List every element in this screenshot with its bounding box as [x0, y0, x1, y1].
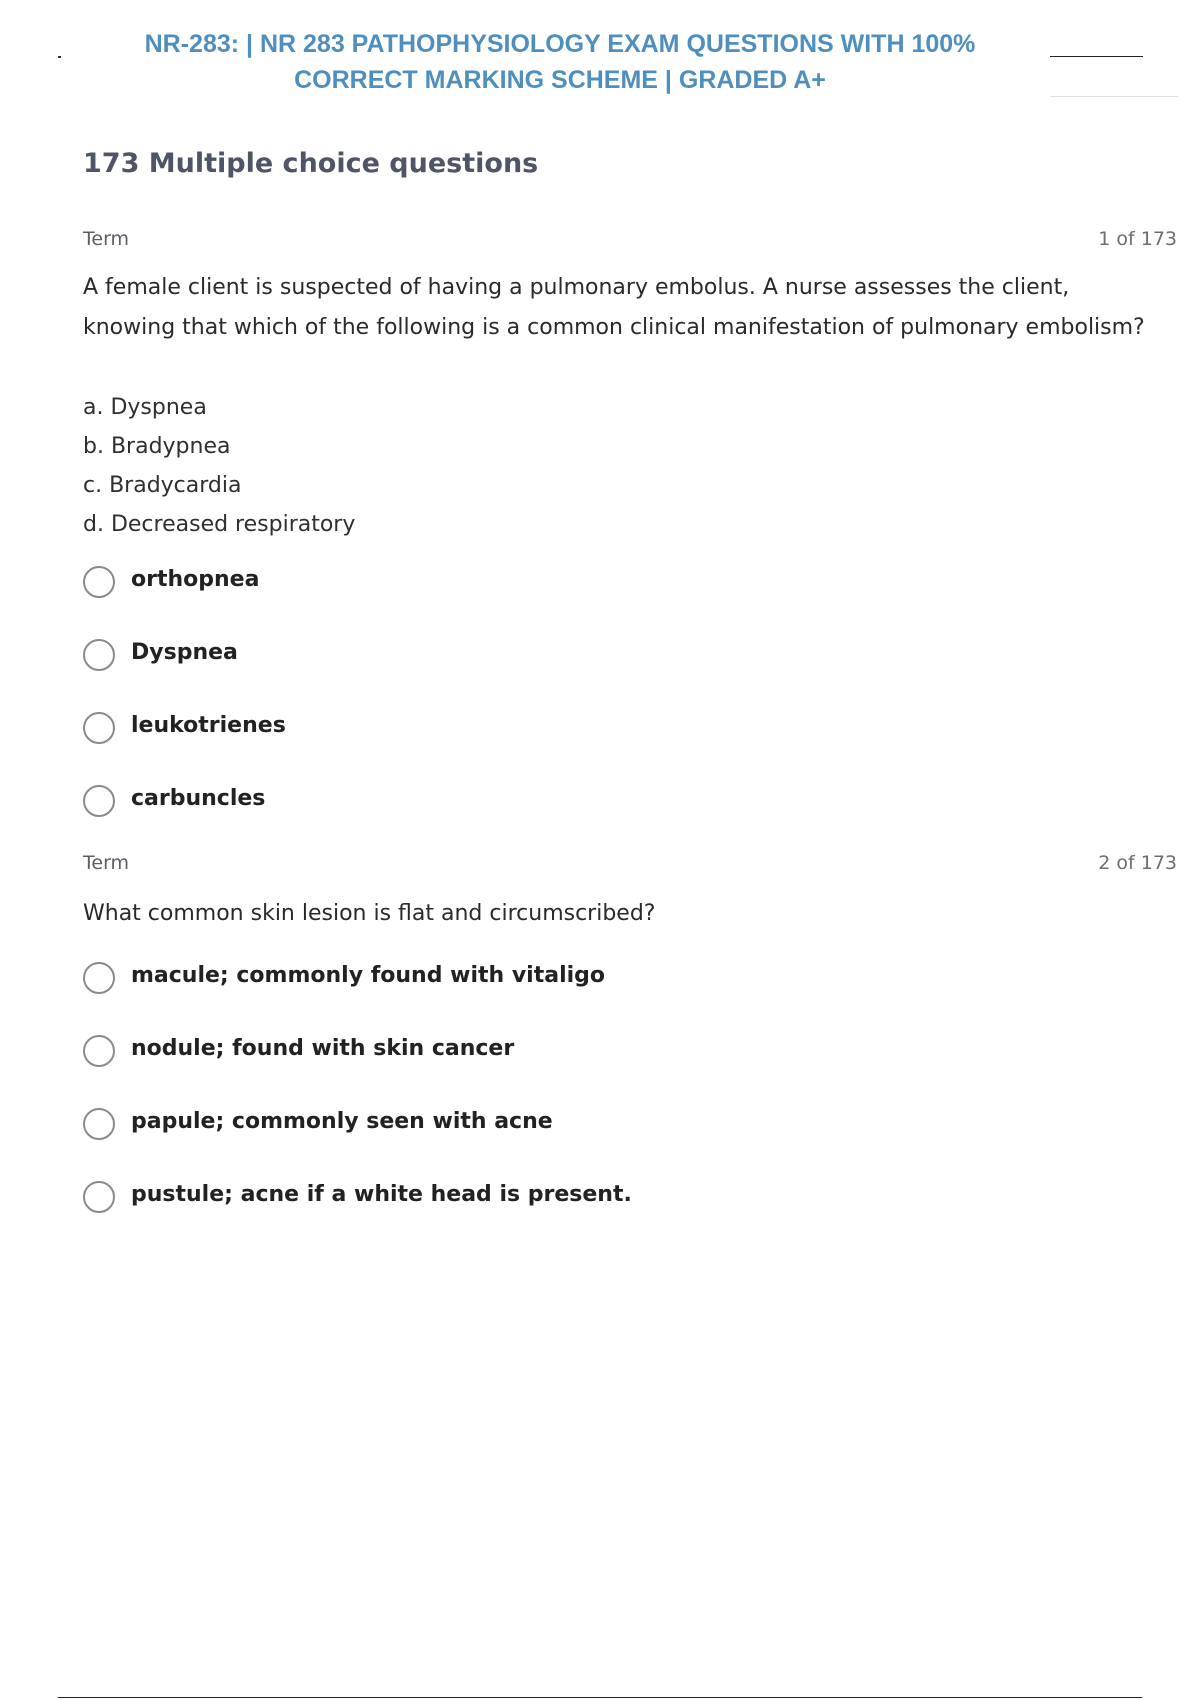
radio-button[interactable] [83, 1108, 115, 1140]
answer-choice-label: nodule; found with skin cancer [131, 1036, 515, 1061]
answer-choice-label: pustule; acne if a white head is present. [131, 1182, 632, 1207]
answer-choice-3[interactable] [83, 1100, 1177, 1173]
document-title-line-2: CORRECT MARKING SCHEME | GRADED A+ [294, 66, 826, 94]
question-card-2 [83, 852, 1177, 1246]
answer-choice-1[interactable] [83, 954, 1177, 1027]
answer-choice-4[interactable] [83, 1173, 1177, 1246]
question-text: A female client is suspected of having a pulmonary embolus. A nurse assesses the client, knowing that which of the following is a common clinical manifestation of pulmonary embolism? [83, 275, 1145, 340]
answer-choice-label: carbuncles [131, 786, 266, 811]
answer-choice-label: orthopnea [131, 567, 260, 592]
header-rule-faint [1050, 96, 1178, 97]
sub-option-b: b. Bradypnea [83, 434, 231, 459]
radio-button[interactable] [83, 639, 115, 671]
answer-choice-2[interactable] [83, 1027, 1177, 1100]
header-bullet-dot [58, 56, 61, 58]
answer-choice-3[interactable] [83, 704, 1177, 777]
document-title-line-1: NR-283: | NR 283 PATHOPHYSIOLOGY EXAM QUESTIONS WITH 100% [144, 30, 976, 58]
radio-button[interactable] [83, 1035, 115, 1067]
radio-button[interactable] [83, 566, 115, 598]
document-title [80, 26, 1040, 98]
answer-choice-label: Dyspnea [131, 640, 238, 665]
footer-rule [58, 1697, 1142, 1698]
radio-button[interactable] [83, 1181, 115, 1213]
set-heading: 173 Multiple choice questions [83, 148, 539, 179]
question-counter: 1 of 173 [1098, 228, 1177, 250]
answer-choice-4[interactable] [83, 777, 1177, 850]
answer-choices [83, 954, 1177, 1246]
header-rule [1050, 56, 1143, 57]
radio-button[interactable] [83, 785, 115, 817]
question-sub-options [83, 388, 1177, 544]
answer-choice-2[interactable] [83, 631, 1177, 704]
answer-choice-label: macule; commonly found with vitaligo [131, 963, 606, 988]
question-counter: 2 of 173 [1098, 852, 1177, 874]
term-label: Term [83, 852, 130, 874]
term-row [83, 852, 1177, 880]
term-row [83, 228, 1177, 256]
sub-option-d: d. Decreased respiratory [83, 512, 356, 537]
sub-option-a: a. Dyspnea [83, 395, 207, 420]
term-label: Term [83, 228, 130, 250]
answer-choice-1[interactable] [83, 558, 1177, 631]
question-card-1 [83, 228, 1177, 850]
radio-button[interactable] [83, 962, 115, 994]
answer-choice-label: leukotrienes [131, 713, 286, 738]
answer-choices [83, 558, 1177, 850]
radio-button[interactable] [83, 712, 115, 744]
question-text: What common skin lesion is flat and circumscribed? [83, 901, 656, 926]
answer-choice-label: papule; commonly seen with acne [131, 1109, 553, 1134]
sub-option-c: c. Bradycardia [83, 473, 242, 498]
